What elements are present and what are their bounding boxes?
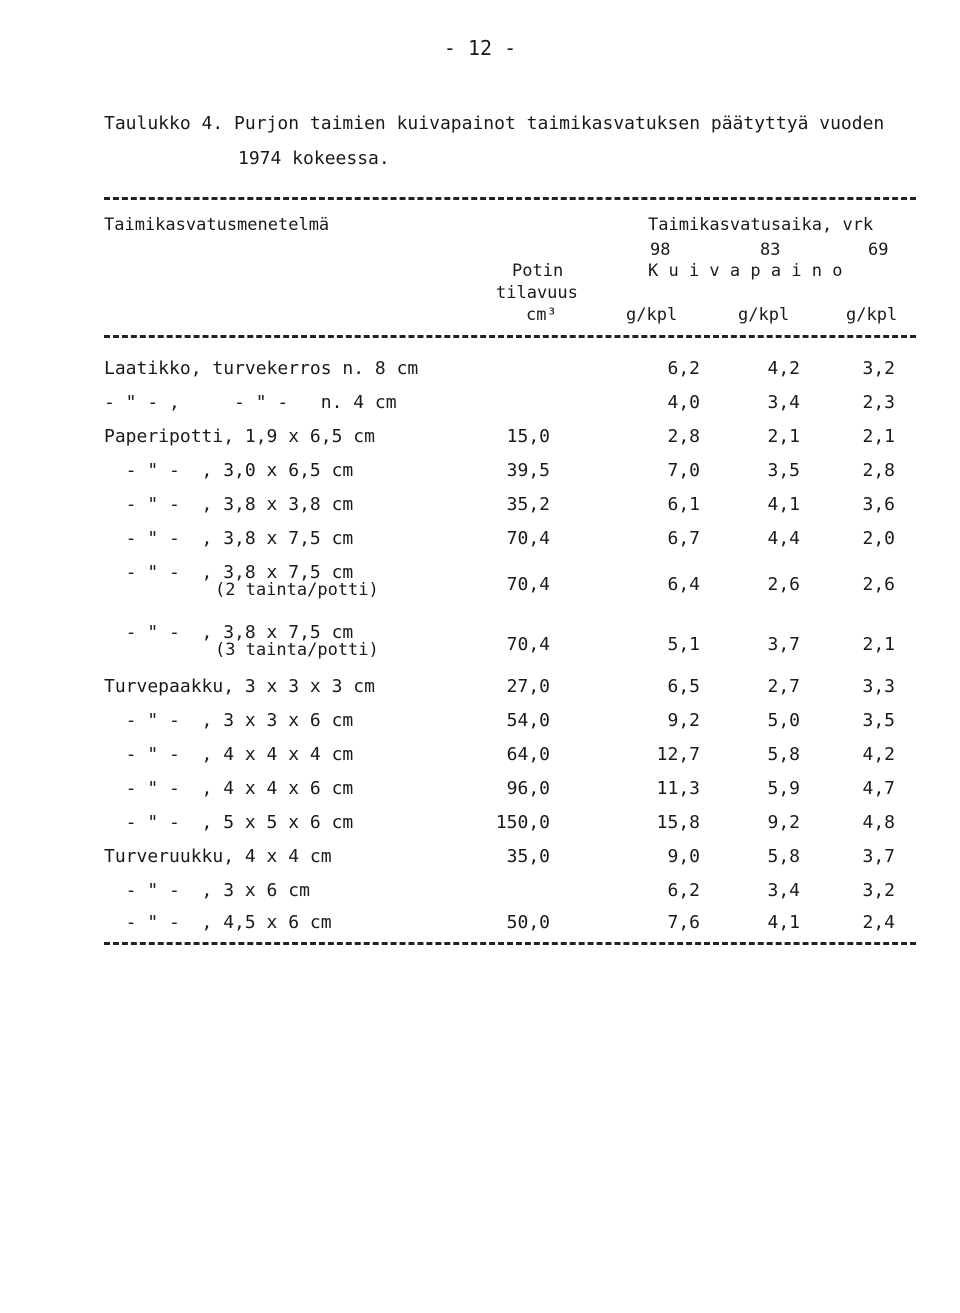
table-caption-line-1: Taulukko 4. Purjon taimien kuivapainot taimikasvatuksen päätyttyä vuoden bbox=[104, 113, 885, 134]
row-dryweight-69: 2,4 bbox=[862, 912, 895, 933]
row-dryweight-69: 3,3 bbox=[862, 676, 895, 697]
row-method: - " - , 3,8 x 7,5 cm bbox=[104, 622, 354, 643]
row-method: - " - , 3 x 3 x 6 cm bbox=[104, 710, 354, 731]
header-day-69: 69 bbox=[868, 240, 889, 260]
row-dryweight-83: 3,7 bbox=[767, 634, 800, 655]
table-row bbox=[0, 676, 960, 710]
row-dryweight-69: 4,2 bbox=[862, 744, 895, 765]
header-duration: Taimikasvatusaika, vrk bbox=[648, 215, 874, 235]
table-row bbox=[0, 426, 960, 460]
row-method: - " - , 3,8 x 7,5 cm bbox=[104, 528, 354, 549]
row-method-note: (2 tainta/potti) bbox=[215, 580, 379, 600]
row-dryweight-98: 6,7 bbox=[667, 528, 700, 549]
row-dryweight-98: 5,1 bbox=[667, 634, 700, 655]
row-volume: 39,5 bbox=[506, 460, 550, 481]
header-day-83: 83 bbox=[760, 240, 781, 260]
row-dryweight-98: 7,0 bbox=[667, 460, 700, 481]
header-rule bbox=[104, 335, 916, 338]
row-dryweight-83: 2,1 bbox=[767, 426, 800, 447]
table-row bbox=[0, 392, 960, 426]
row-dryweight-83: 2,7 bbox=[767, 676, 800, 697]
table-row bbox=[0, 528, 960, 562]
row-dryweight-98: 2,8 bbox=[667, 426, 700, 447]
header-unit-98: g/kpl bbox=[626, 305, 678, 325]
row-dryweight-98: 9,0 bbox=[667, 846, 700, 867]
row-method: - " - , 4,5 x 6 cm bbox=[104, 912, 332, 933]
row-volume: 70,4 bbox=[506, 634, 550, 655]
row-dryweight-83: 4,2 bbox=[767, 358, 800, 379]
row-dryweight-69: 4,8 bbox=[862, 812, 895, 833]
row-dryweight-69: 3,5 bbox=[862, 710, 895, 731]
row-dryweight-83: 2,6 bbox=[767, 574, 800, 595]
row-volume: 70,4 bbox=[506, 574, 550, 595]
row-dryweight-69: 3,2 bbox=[862, 358, 895, 379]
row-volume: 35,2 bbox=[506, 494, 550, 515]
row-method-note: (3 tainta/potti) bbox=[215, 640, 379, 660]
table-caption-line-2: 1974 kokeessa. bbox=[238, 148, 390, 169]
row-dryweight-98: 7,6 bbox=[667, 912, 700, 933]
row-dryweight-98: 4,0 bbox=[667, 392, 700, 413]
table-row bbox=[0, 812, 960, 846]
table-row bbox=[0, 912, 960, 946]
header-dry-weight: K u i v a p a i n o bbox=[648, 261, 843, 281]
row-dryweight-83: 4,4 bbox=[767, 528, 800, 549]
row-dryweight-83: 9,2 bbox=[767, 812, 800, 833]
row-volume: 50,0 bbox=[506, 912, 550, 933]
row-dryweight-83: 5,8 bbox=[767, 846, 800, 867]
row-method: - " - , 3 x 6 cm bbox=[104, 880, 310, 901]
row-method: - " - , 5 x 5 x 6 cm bbox=[104, 812, 354, 833]
row-dryweight-69: 2,3 bbox=[862, 392, 895, 413]
row-method: Turvepaakku, 3 x 3 x 3 cm bbox=[104, 676, 375, 697]
row-method: Laatikko, turvekerros n. 8 cm bbox=[104, 358, 419, 379]
row-dryweight-83: 3,4 bbox=[767, 880, 800, 901]
row-method: - " - , - " - n. 4 cm bbox=[104, 392, 397, 413]
row-volume: 27,0 bbox=[506, 676, 550, 697]
top-rule bbox=[104, 197, 916, 200]
row-dryweight-98: 6,2 bbox=[667, 880, 700, 901]
row-method: Paperipotti, 1,9 x 6,5 cm bbox=[104, 426, 375, 447]
row-volume: 54,0 bbox=[506, 710, 550, 731]
row-dryweight-69: 2,0 bbox=[862, 528, 895, 549]
row-volume: 96,0 bbox=[506, 778, 550, 799]
row-dryweight-98: 15,8 bbox=[656, 812, 700, 833]
table-row bbox=[0, 710, 960, 744]
row-dryweight-69: 2,1 bbox=[862, 426, 895, 447]
row-dryweight-83: 4,1 bbox=[767, 494, 800, 515]
row-dryweight-69: 3,2 bbox=[862, 880, 895, 901]
row-dryweight-98: 6,2 bbox=[667, 358, 700, 379]
table-row bbox=[0, 744, 960, 778]
row-method: - " - , 4 x 4 x 6 cm bbox=[104, 778, 354, 799]
row-dryweight-98: 6,1 bbox=[667, 494, 700, 515]
row-dryweight-69: 4,7 bbox=[862, 778, 895, 799]
header-volume-label: Potin bbox=[512, 261, 564, 281]
table-row bbox=[0, 622, 960, 682]
header-method: Taimikasvatusmenetelmä bbox=[104, 215, 330, 235]
row-method: - " - , 4 x 4 x 4 cm bbox=[104, 744, 354, 765]
row-dryweight-83: 5,8 bbox=[767, 744, 800, 765]
row-volume: 35,0 bbox=[506, 846, 550, 867]
row-volume: 150,0 bbox=[495, 812, 550, 833]
row-dryweight-98: 11,3 bbox=[656, 778, 700, 799]
row-dryweight-83: 4,1 bbox=[767, 912, 800, 933]
table-row bbox=[0, 880, 960, 914]
header-unit-69: g/kpl bbox=[846, 305, 898, 325]
row-volume: 64,0 bbox=[506, 744, 550, 765]
row-volume: 15,0 bbox=[506, 426, 550, 447]
table-row bbox=[0, 494, 960, 528]
row-dryweight-83: 5,9 bbox=[767, 778, 800, 799]
row-dryweight-69: 2,1 bbox=[862, 634, 895, 655]
row-dryweight-83: 3,5 bbox=[767, 460, 800, 481]
row-dryweight-69: 2,8 bbox=[862, 460, 895, 481]
row-dryweight-98: 9,2 bbox=[667, 710, 700, 731]
header-volume-unit: cm³ bbox=[526, 305, 557, 325]
table-row bbox=[0, 460, 960, 494]
row-dryweight-98: 12,7 bbox=[656, 744, 700, 765]
header-volume-label-2: tilavuus bbox=[496, 283, 578, 303]
row-dryweight-69: 3,7 bbox=[862, 846, 895, 867]
header-day-98: 98 bbox=[650, 240, 671, 260]
row-dryweight-69: 3,6 bbox=[862, 494, 895, 515]
row-method: - " - , 3,8 x 7,5 cm bbox=[104, 562, 354, 583]
table-row bbox=[0, 778, 960, 812]
row-method: - " - , 3,8 x 3,8 cm bbox=[104, 494, 354, 515]
table-row bbox=[0, 562, 960, 622]
header-unit-83: g/kpl bbox=[738, 305, 790, 325]
row-dryweight-83: 3,4 bbox=[767, 392, 800, 413]
row-dryweight-98: 6,4 bbox=[667, 574, 700, 595]
bottom-rule bbox=[104, 942, 916, 945]
row-method: Turveruukku, 4 x 4 cm bbox=[104, 846, 332, 867]
row-dryweight-69: 2,6 bbox=[862, 574, 895, 595]
row-dryweight-98: 6,5 bbox=[667, 676, 700, 697]
row-volume: 70,4 bbox=[506, 528, 550, 549]
row-dryweight-83: 5,0 bbox=[767, 710, 800, 731]
page-number: - 12 - bbox=[443, 36, 517, 60]
table-row bbox=[0, 846, 960, 880]
table-row bbox=[0, 358, 960, 392]
row-method: - " - , 3,0 x 6,5 cm bbox=[104, 460, 354, 481]
